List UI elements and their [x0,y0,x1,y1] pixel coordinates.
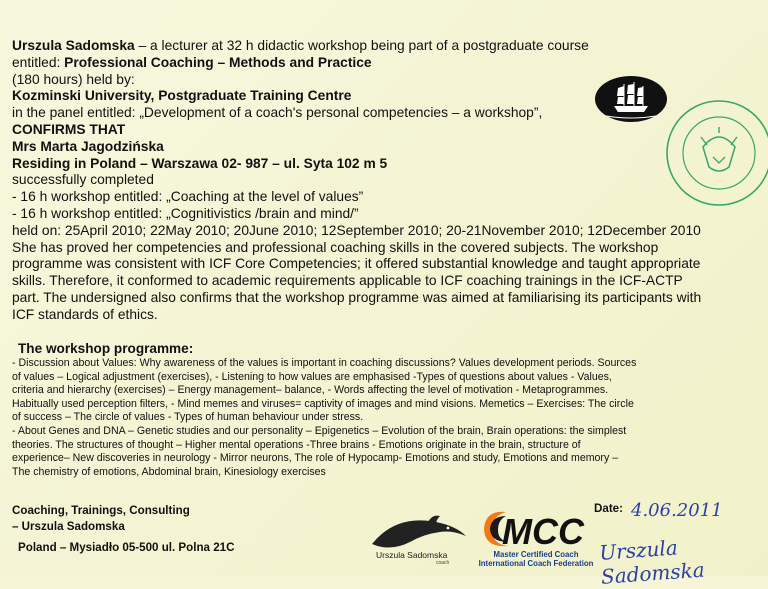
workshop-programme [12,340,760,479]
paragraph-line-4: part. The undersigned also confirms that the workshop programme was aimed at familiarising its participants with [12,289,702,305]
programme-line: of success – The circle of values - Types of human behaviour under stress. [12,411,364,424]
intro-line-1: – a lecturer at 32 h didactic workshop being part of a postgraduate course [134,38,589,53]
completed-text: successfully completed [12,172,154,188]
programme-line: of values – Logical adjustment (exercises), - Listening to how values are emphasised -Types of questions about values - Values, [12,370,612,383]
programme-line: Habitually used perception filters, - Mind memes and viruses= captivity of images and mind visions. Memetics – Exercises: The circle [12,397,634,410]
mcc-swirl-icon [476,506,596,550]
institution: Kozminski University, Postgraduate Training Centre [12,88,352,104]
coach-logo-caption: Urszula Sadomska [376,550,448,560]
paragraph-line-1: She has proved her competencies and professional coaching skills in the covered subjects. The workshop [12,239,659,255]
footer-line-2: – Urszula Sadomska [12,519,125,533]
date-value: 4.06.2011 [631,500,723,521]
programme-line: The chemistry of emotions, Abdominal brain, Kinesiology exercises [12,465,326,478]
academy-stamp-icon [663,97,768,209]
mcc-title: MCC [502,511,584,550]
signature: Urszula Sadomska [598,535,706,589]
intro-line-5: in the panel entitled: „Development of a coach's personal competencies – a workshop”, [12,105,543,121]
footer-address: Poland – Mysiadło 05-500 ul. Polna 21C [18,541,235,554]
coach-logo-sub: coach [436,560,450,566]
course-title: Professional Coaching – Methods and Practice [64,54,372,70]
paragraph-line-2: programme was consistent with ICF Core Competencies; it offered substantial knowledge and taught appropriate [12,256,701,272]
participant-name: Mrs Marta Jagodzińska [12,138,164,154]
intro-line-3: (180 hours) held by: [12,71,135,87]
mcc-logo [476,506,596,568]
mcc-organization: International Coach Federation [478,559,594,568]
programme-line: experience– New discoveries in neurology - Mirror neurons, The role of Hypocamp- Emotions and study, Emotions and memory – [12,452,619,465]
participant-residence: Residing in Poland – Warszawa 02- 987 – ul. Syta 102 m 5 [12,155,388,171]
programme-line: - Discussion about Values: Why awareness of the values is important in coaching discussions? Values development periods. Sources [12,357,637,369]
intro-line-2-prefix: entitled: [12,54,65,70]
programme-line: - About Genes and DNA – Genetic studies and our personality – Epigenetics – Evolution of the brain, Brain operations: the simplest [12,424,627,437]
footer-line-1: Coaching, Trainings, Consulting [12,504,190,517]
coach-logo [366,510,471,566]
programme-line: theories. The structures of thought – Higher mental operations -Three brains - Emotions originate in the brain, structure of [12,438,581,451]
programme-line: criteria and hierarchy (exercises) – Energy management– balance, - Words affecting the level of motivation - Metaprogrammes. [12,384,609,397]
workshop-1: - 16 h workshop entitled: „Coaching at the level of values” [12,189,364,205]
workshop-2: - 16 h workshop entitled: „Cognitivistics /brain and mind/” [12,205,359,221]
ship-logo-icon [594,74,668,124]
paragraph-line-5: ICF standards of ethics. [12,306,158,322]
lecturer-name: Urszula Sadomska [12,38,135,53]
paragraph-line-3: skills. Therefore, it conformed to academic requirements applicable to ICF coaching trainings in the ICF-ACTP [12,273,683,289]
footer-block [12,503,235,556]
confirms-heading: CONFIRMS THAT [12,121,126,137]
mcc-name: Master Certified Coach [493,550,579,559]
dolphin-logo-icon [366,510,471,552]
date-label: Date: [594,502,623,515]
held-on-dates: held on: 25April 2010; 22May 2010; 20June 2010; 12September 2010; 20-21November 2010; 12December 2010 [12,222,701,238]
programme-heading: The workshop programme: [18,341,194,356]
